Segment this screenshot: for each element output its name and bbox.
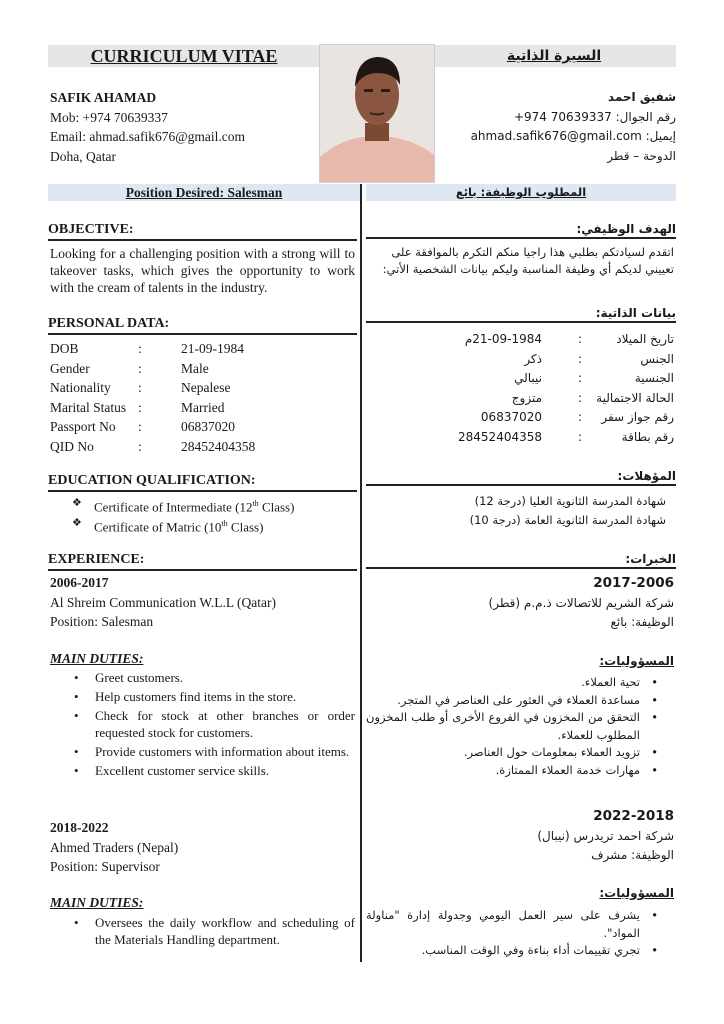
job-company: Ahmed Traders (Nepal) — [50, 839, 179, 855]
personal-sep: : — [138, 438, 142, 454]
duty-text: التحقق من المخزون في الفروع الأخرى أو طلب المخزون المطلوب للعملاء. — [366, 710, 640, 742]
job1-ar — [366, 574, 674, 633]
bullet-icon: • — [651, 943, 658, 957]
bullet-icon: • — [74, 915, 79, 930]
objective-text-ar: اتقدم لسيادتكم بطلبي هذا راجيا منكم التكرم بالموافقة على تعييني لديكم أي وظيفة المناسبة وليكم بيانات الشخصية الأتي: — [382, 245, 674, 276]
personal-row — [50, 359, 350, 379]
duty-item — [50, 743, 355, 760]
mobile-en: Mob: +974 70639337 — [50, 109, 168, 125]
cv-title-en: CURRICULUM VITAE — [90, 46, 278, 66]
personal-value: متزوج — [511, 390, 542, 405]
job2-duties-list-ar — [366, 907, 674, 960]
duty-item — [50, 669, 355, 686]
duty-text: Oversees the daily workflow and scheduling of the Materials Handling department. — [95, 915, 355, 947]
objective-heading-en: OBJECTIVE: — [48, 222, 357, 241]
personal-label: QID No — [50, 438, 94, 454]
name-en: SAFIK AHAMAD — [50, 90, 157, 105]
education-list-ar — [366, 493, 674, 529]
bullet-icon: • — [651, 710, 658, 724]
education-item-text: Certificate of Intermediate (12 — [94, 499, 253, 515]
job-company: شركة احمد تريدرس (نيبال) — [537, 828, 674, 843]
duty-text: Check for stock at other branches or order requested stock for customers. — [95, 708, 355, 740]
personal-label: رقم جواز سفر — [601, 410, 674, 425]
education-item: شهادة المدرسة الثانوية العامة (درجة 10) — [469, 513, 666, 527]
duties-heading-ar: المسؤوليات: — [599, 654, 674, 668]
duty-text: Help customers find items in the store. — [95, 689, 297, 704]
bullet-icon: • — [651, 745, 658, 759]
personal-value: 21-09-1984م — [464, 332, 542, 346]
education-item-text: Class) — [258, 499, 295, 515]
job-years: 2017-2006 — [593, 575, 674, 591]
cv-title-bar-en — [48, 45, 320, 67]
duty-text: يشرف على سير العمل اليومي وجدولة إدارة "مناولة المواد". — [366, 908, 640, 940]
email-ar: إيميل: ahmad.safik676@gmail.com — [470, 129, 676, 143]
education-item-sup: th — [252, 499, 259, 508]
personal-value: Male — [181, 360, 209, 376]
contact-block-en — [50, 88, 245, 166]
job-position: Position: Supervisor — [50, 859, 160, 874]
personal-sep: : — [138, 419, 142, 435]
duty-text: Greet customers. — [95, 670, 184, 685]
personal-sep: : — [577, 390, 582, 405]
bullet-icon: • — [651, 692, 658, 707]
profile-photo — [319, 44, 435, 183]
bullet-icon: • — [651, 908, 658, 922]
job-position: Position: Salesman — [50, 614, 154, 629]
duty-item — [366, 762, 674, 780]
personal-row — [366, 428, 674, 448]
duty-item — [366, 692, 674, 710]
duty-text: تزويد العملاء بمعلومات حول العناصر. — [463, 745, 640, 759]
job-years: 2022-2018 — [593, 808, 674, 824]
duty-item — [50, 762, 355, 779]
cv-title-bar-ar — [432, 45, 676, 67]
experience-heading-en: EXPERIENCE: — [48, 552, 357, 571]
job2-ar — [366, 807, 674, 866]
contact-block-ar — [471, 88, 676, 166]
personal-sep: : — [577, 371, 582, 386]
mobile-ar: رقم الجوال: 70639337 974+ — [513, 109, 676, 124]
education-item-text: Certificate of Matric (10 — [94, 519, 222, 535]
personal-value: 28452404358 — [458, 429, 542, 444]
personal-label: تاريخ الميلاد — [616, 332, 674, 346]
email-en: Email: ahmad.safik676@gmail.com — [50, 129, 246, 144]
personal-label: Gender — [50, 360, 90, 376]
bullet-icon: • — [74, 763, 79, 778]
personal-value: Married — [181, 399, 225, 415]
location-en: Doha, Qatar — [50, 148, 116, 164]
duty-text: Excellent customer service skills. — [95, 763, 270, 778]
personal-label: الجنسية — [634, 371, 674, 386]
cv-title-ar: السيرة الذاتية — [506, 48, 602, 64]
personal-label: الجنس — [640, 351, 674, 366]
personal-sep: : — [577, 410, 582, 425]
personal-label: Nationality — [50, 380, 111, 396]
personal-sep: : — [577, 351, 582, 366]
personal-value: 06837020 — [181, 419, 235, 435]
education-item-sup: th — [221, 519, 228, 529]
education-item: شهادة المدرسة الثانوية العليا (درجة 12) — [474, 494, 666, 508]
personal-row — [366, 330, 674, 350]
bullet-icon: • — [651, 675, 658, 689]
job2-duties-list-en — [50, 914, 355, 948]
job1-duties-list-ar — [366, 674, 674, 779]
job1-en — [50, 573, 358, 632]
profile-photo-image — [320, 45, 434, 182]
duties-heading-ar: المسؤوليات: — [599, 886, 674, 900]
education-item — [50, 515, 355, 535]
duties-heading-en: MAIN DUTIES: — [50, 651, 144, 666]
education-item — [50, 495, 355, 515]
job-years: 2006-2017 — [50, 575, 109, 590]
bullet-icon: • — [651, 762, 658, 777]
personal-row — [366, 389, 674, 409]
experience-heading-ar: الخبرات: — [366, 552, 676, 569]
duties-heading-en: MAIN DUTIES: — [50, 895, 144, 910]
personal-table-ar — [366, 330, 674, 448]
duty-text: Provide customers with information about items. — [95, 744, 350, 759]
position-bar-ar — [366, 184, 676, 201]
personal-row — [50, 417, 350, 437]
bullet-icon: • — [74, 689, 79, 704]
personal-heading-en: PERSONAL DATA: — [48, 316, 357, 335]
position-bar-en — [48, 184, 360, 201]
personal-row — [50, 437, 350, 457]
personal-value: نيبالي — [514, 371, 542, 386]
position-desired-ar: المطلوب الوظيفة: بائع — [455, 185, 587, 199]
personal-sep: : — [138, 380, 142, 396]
duty-item — [50, 914, 355, 948]
personal-table-en — [50, 339, 350, 457]
job-company: شركة الشريم للاتصالات ذ.م.م (قطر) — [488, 595, 674, 610]
personal-sep: : — [577, 429, 582, 444]
duty-item — [366, 674, 674, 692]
bullet-icon: • — [74, 744, 79, 759]
personal-sep: : — [138, 341, 142, 356]
duty-item — [50, 707, 355, 741]
duty-text: مهارات خدمة العملاء الممتازة. — [495, 762, 640, 777]
duty-item — [366, 709, 674, 744]
diamond-bullet-icon: ❖ — [72, 497, 82, 509]
personal-row — [366, 408, 674, 428]
education-item-text: Class) — [227, 519, 264, 535]
duty-text: مساعدة العملاء في العثور على العناصر في المتجر. — [397, 692, 640, 707]
name-ar: شفيق احمد — [607, 90, 676, 104]
column-divider — [360, 184, 362, 962]
personal-sep: : — [577, 332, 582, 346]
objective-text-en: Looking for a challenging position with a strong will to takeover tasks, which gives the opportunity to work with the cream of talents in the industry. — [50, 246, 355, 295]
personal-row — [366, 369, 674, 389]
position-desired-en: Position Desired: Salesman — [125, 185, 283, 200]
personal-value: Nepalese — [181, 380, 231, 396]
personal-label: الحالة الاجتمالية — [596, 390, 674, 405]
diamond-bullet-icon: ❖ — [72, 517, 82, 530]
personal-label: DOB — [50, 341, 79, 356]
personal-row — [50, 339, 350, 359]
education-heading-en: EDUCATION QUALIFICATION: — [48, 473, 357, 492]
education-list-en — [50, 495, 355, 536]
duty-text: تحية العملاء. — [581, 675, 640, 689]
job-position: الوظيفة: بائع — [610, 615, 674, 629]
job-company: Al Shreim Communication W.L.L (Qatar) — [50, 594, 276, 610]
personal-value: ذكر — [524, 351, 542, 366]
personal-sep: : — [138, 360, 142, 376]
job-years: 2018-2022 — [50, 820, 109, 835]
job-position: الوظيفة: مشرف — [591, 848, 674, 862]
education-heading-ar: المؤهلات: — [366, 469, 676, 486]
personal-label: رقم بطاقة — [621, 429, 674, 444]
bullet-icon: • — [74, 670, 79, 685]
duty-item — [366, 907, 674, 942]
duty-text: تجري تقييمات أداء بناءة وفي الوقت المناسب. — [421, 943, 640, 957]
personal-value: 06837020 — [480, 410, 542, 425]
personal-row — [366, 350, 674, 370]
job1-duties-list-en — [50, 669, 355, 779]
bullet-icon: • — [74, 708, 79, 723]
personal-heading-ar: بيانات الذاتية: — [366, 306, 676, 323]
duty-item — [366, 942, 674, 960]
location-ar: الدوحة – قطر — [607, 148, 676, 163]
job2-en — [50, 818, 358, 877]
personal-label: Marital Status — [50, 399, 127, 415]
duty-item — [366, 744, 674, 762]
personal-label: Passport No — [50, 419, 116, 435]
personal-sep: : — [138, 399, 142, 415]
personal-value: 21-09-1984 — [181, 341, 244, 356]
duty-item — [50, 688, 355, 705]
personal-row — [50, 378, 350, 398]
personal-row — [50, 398, 350, 418]
objective-heading-ar: الهدف الوظيفي: — [366, 222, 676, 239]
personal-value: 28452404358 — [181, 438, 256, 454]
